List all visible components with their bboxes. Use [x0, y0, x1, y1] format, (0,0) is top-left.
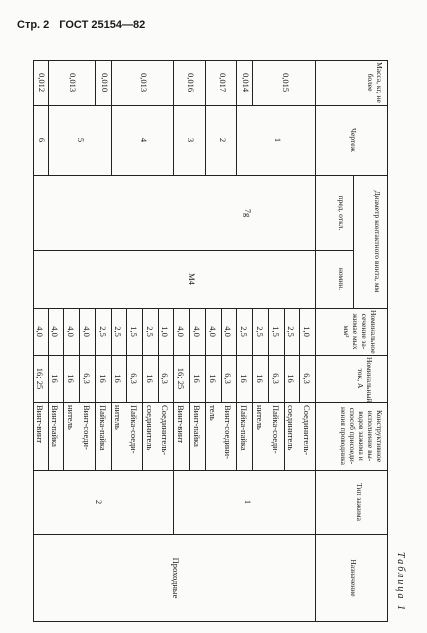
header-clamp-type: Тип зажима	[355, 483, 364, 521]
header-diameter: Диаметр контактного винта, мм	[373, 190, 382, 293]
row-rule	[299, 308, 300, 402]
drawing-number: 5	[76, 137, 87, 143]
row-rule	[126, 308, 127, 402]
row-section: 2,5	[97, 326, 108, 337]
row-rule	[174, 308, 175, 402]
data-table	[33, 60, 388, 622]
standard-code: ГОСТ 25154—82	[59, 19, 146, 31]
design-block-rule	[252, 402, 253, 470]
diameter-nominal: М4	[186, 273, 197, 285]
row-current: 16	[113, 374, 124, 383]
column-rule	[33, 534, 388, 535]
row-current: 16	[239, 374, 250, 383]
design-block-rule	[205, 402, 206, 470]
row-current: 6,3	[302, 373, 312, 384]
row-design: Винт-винт	[176, 405, 187, 444]
row-design: Винт-пайка	[191, 405, 202, 447]
row-current: 16; 25	[34, 367, 45, 390]
row-current: 16	[144, 374, 155, 383]
row-section: 1,5	[129, 326, 140, 337]
row-current: 16	[50, 374, 61, 383]
design-block-rule	[111, 402, 112, 470]
column-rule	[33, 402, 388, 403]
header-name: Назначение	[349, 559, 358, 597]
row-current: 16	[66, 374, 77, 383]
row-design: Пайка-пайка	[97, 405, 108, 451]
row-design: Винт-пайка	[50, 405, 61, 447]
mass-value: 0,016	[186, 72, 197, 93]
design-block-rule	[95, 402, 96, 470]
row-rule	[205, 308, 206, 402]
row-section: 2,5	[254, 326, 265, 337]
drawing-number: 1	[272, 137, 283, 143]
drawing-number: 3	[186, 137, 197, 143]
row-current: 6,3	[129, 373, 140, 384]
drawing-number: 2	[217, 137, 228, 143]
row-section: 4,0	[191, 326, 202, 337]
row-section: 4,0	[50, 326, 61, 337]
row-section: 4,0	[34, 326, 45, 337]
mass-rule	[174, 60, 175, 105]
mass-value: 0,015	[280, 72, 291, 93]
column-rule	[33, 470, 388, 471]
design-block-rule	[63, 402, 64, 470]
row-current: 16; 25	[176, 367, 187, 390]
row-current: 16	[97, 374, 108, 383]
header-diameter-tolerance: пред. откл.	[337, 195, 346, 231]
drawing-rule	[48, 105, 49, 175]
table-border-top	[387, 60, 388, 622]
row-rule	[48, 308, 49, 402]
row-current: 16	[207, 374, 218, 383]
row-current: 16	[254, 374, 265, 383]
page-number: Стр. 2	[17, 19, 50, 31]
clamp-split-rule	[174, 470, 175, 534]
table-caption: Таблица 1	[395, 552, 406, 612]
row-design: тель	[207, 405, 218, 421]
mass-value: 0,010	[99, 72, 110, 93]
row-rule	[158, 308, 159, 402]
drawing-rule	[205, 105, 206, 175]
row-rule	[221, 308, 222, 402]
row-design: Винт-соеди-	[81, 405, 92, 450]
design-block-rule	[174, 402, 175, 470]
row-design: Пайка-соеди-	[270, 405, 281, 454]
header-section: Номинальное сечение за- жимае мых мм²	[342, 310, 378, 354]
mass-value: 0,012	[36, 72, 47, 93]
mass-value: 0,013	[68, 72, 79, 93]
design-block-rule	[236, 402, 237, 470]
row-rule	[79, 308, 80, 402]
column-rule	[33, 105, 388, 106]
row-section: 2,5	[286, 326, 297, 337]
header-design: Конструктивное исполнение вы- водов зажима и способ присоеди- нения проводника	[339, 407, 384, 465]
row-section: 4,0	[176, 326, 187, 337]
mass-rule	[236, 60, 237, 105]
row-design: нитель	[113, 405, 124, 430]
design-block-rule	[48, 402, 49, 470]
row-rule	[284, 308, 285, 402]
header-current: Номинальный ток, А	[356, 357, 374, 403]
row-design: Винт-винт	[34, 405, 45, 444]
mass-rule	[205, 60, 206, 105]
mass-value: 0,014	[241, 72, 252, 93]
header-rule	[315, 60, 316, 622]
mass-rule	[48, 60, 49, 105]
row-rule	[95, 308, 96, 402]
row-design: Соединитель-	[302, 405, 312, 456]
mass-rule	[252, 60, 253, 105]
drawing-rule	[111, 105, 112, 175]
table-border-right	[33, 621, 388, 622]
mass-rule	[95, 60, 96, 105]
drawing-number: 6	[36, 137, 47, 143]
row-design: Винт-соедини-	[223, 405, 234, 459]
row-section: 4,0	[81, 326, 92, 337]
row-current: 6,3	[81, 373, 92, 384]
row-current: 6,3	[223, 373, 234, 384]
mass-value: 0,013	[139, 72, 150, 93]
row-design: Соединитель-	[160, 405, 171, 456]
mass-rule	[111, 60, 112, 105]
row-rule	[63, 308, 64, 402]
drawing-rule	[174, 105, 175, 175]
row-section: 1,0	[160, 326, 171, 337]
row-rule	[236, 308, 237, 402]
row-design: Пайка-соеди-	[129, 405, 140, 454]
rotated-table-block	[33, 60, 406, 622]
row-current: 6,3	[160, 373, 171, 384]
name-value: Проходные	[170, 557, 181, 599]
design-block-rule	[142, 402, 143, 470]
row-current: 6,3	[270, 373, 281, 384]
header-left	[17, 19, 145, 31]
row-rule	[142, 308, 143, 402]
row-design: соединитель	[144, 405, 155, 451]
row-current: 16	[191, 374, 202, 383]
mass-value: 0,017	[217, 72, 228, 93]
header-drawing: Чертеж	[349, 128, 358, 152]
table-border-left	[33, 60, 388, 61]
row-section: 1,5	[270, 326, 281, 337]
design-block-rule	[189, 402, 190, 470]
row-design: нитель	[254, 405, 265, 430]
clamp-type-2: 2	[93, 499, 104, 505]
drawing-number: 4	[139, 137, 150, 143]
row-section: 1,0	[302, 326, 312, 337]
diameter-tolerance: 7g	[243, 208, 254, 218]
row-design: соединитель	[286, 405, 297, 451]
row-section: 2,5	[239, 326, 250, 337]
row-section: 4,0	[66, 326, 77, 337]
clamp-type-1: 1	[243, 499, 254, 505]
header-mass: Масса, кг, не более	[366, 62, 384, 103]
row-section: 2,5	[113, 326, 124, 337]
row-design: Пайка-пайка	[239, 405, 250, 451]
diameter-subrule	[353, 175, 354, 308]
row-rule	[189, 308, 190, 402]
row-rule	[111, 308, 112, 402]
row-section: 4,0	[207, 326, 218, 337]
row-section: 4,0	[223, 326, 234, 337]
row-rule	[252, 308, 253, 402]
page-header	[17, 19, 412, 35]
row-current: 16	[286, 374, 297, 383]
row-rule	[268, 308, 269, 402]
row-design: нитель	[66, 405, 77, 430]
design-block-rule	[284, 402, 285, 470]
header-diameter-nominal: номин.	[337, 267, 346, 291]
row-section: 2,5	[144, 326, 155, 337]
drawing-rule	[236, 105, 237, 175]
